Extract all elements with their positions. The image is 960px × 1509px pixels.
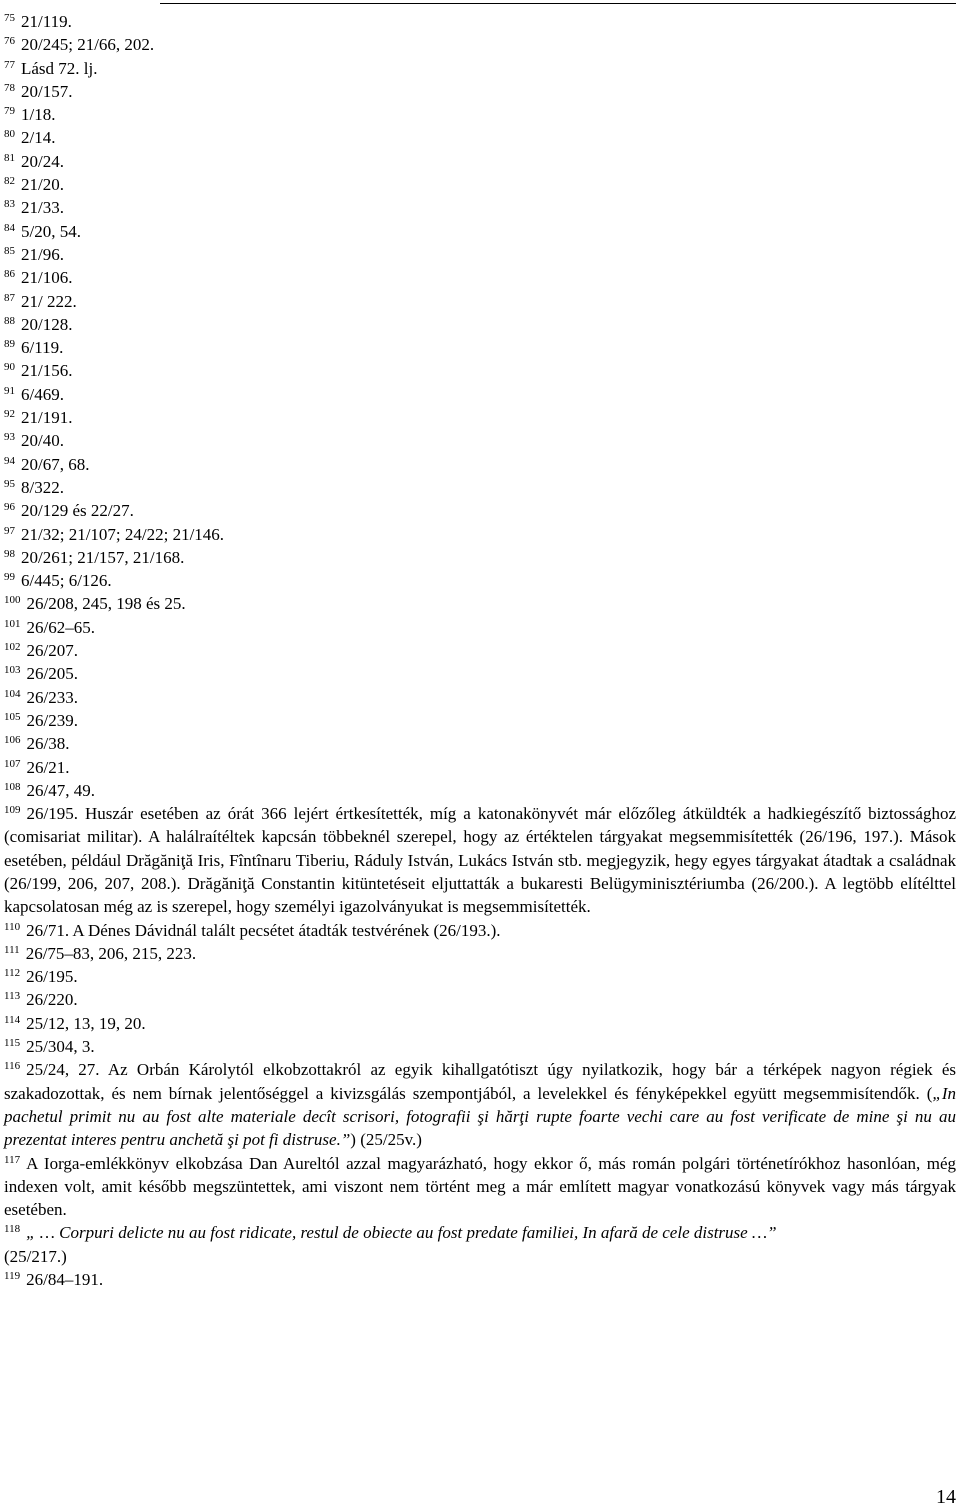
footnote-text: 21/32; 21/107; 24/22; 21/146. <box>21 524 225 544</box>
footnote-text: 6/445; 6/126. <box>21 571 112 591</box>
footnote-77 <box>4 57 956 80</box>
footnote-text: 6/469. <box>21 384 64 404</box>
footnote-115 <box>4 1035 956 1058</box>
footnote-text: 25/24, 27. Az Orbán Károlytól elkobzottakról az egyik kihallgatótiszt úgy nyilatkozik, hogy bár a térképek nagyon régiek és szakadozottak, és nem bírnak jelentőséggel a kivizsgálás szempontjából, a levelekkel és fényképekkel együtt megsemmisítendők. ( <box>4 1060 956 1103</box>
footnote-text: 26/207. <box>26 641 78 661</box>
footnote-107 <box>4 756 956 779</box>
footnote-text: 20/129 és 22/27. <box>21 501 134 521</box>
footnote-92 <box>4 406 956 429</box>
footnote-98 <box>4 546 956 569</box>
footnote-number: 119 <box>4 1270 21 1283</box>
footnote-text: 21/20. <box>21 175 64 195</box>
footnote-111 <box>4 942 956 965</box>
footnote-95 <box>4 476 956 499</box>
footnote-text: 26/205. <box>26 664 78 684</box>
footnote-number: 81 <box>4 151 15 164</box>
footnote-119 <box>4 1268 956 1291</box>
footnote-109 <box>4 802 956 918</box>
footnote-separator-rule <box>160 3 956 4</box>
footnote-text: 26/62–65. <box>26 617 95 637</box>
footnote-text: 21/106. <box>21 268 73 288</box>
footnote-number: 108 <box>4 780 21 793</box>
footnote-text: 20/40. <box>21 431 64 451</box>
footnote-84 <box>4 220 956 243</box>
footnote-number: 94 <box>4 454 15 467</box>
footnote-number: 91 <box>4 384 15 397</box>
footnote-102 <box>4 639 956 662</box>
footnote-text: 20/67, 68. <box>21 454 90 474</box>
footnote-93 <box>4 429 956 452</box>
footnote-number: 92 <box>4 408 15 421</box>
footnote-text: 21/156. <box>21 361 73 381</box>
footnote-text: 26/47, 49. <box>26 780 95 800</box>
footnote-94 <box>4 453 956 476</box>
footnote-text: 21/119. <box>21 12 72 31</box>
footnote-110 <box>4 919 956 942</box>
footnote-text-after: ) (25/25v.) <box>350 1130 422 1150</box>
footnote-number: 102 <box>4 641 21 654</box>
footnote-number: 95 <box>4 477 15 490</box>
footnote-89 <box>4 336 956 359</box>
footnote-number: 105 <box>4 710 21 723</box>
footnote-number: 117 <box>4 1153 21 1166</box>
footnote-number: 84 <box>4 221 15 234</box>
footnote-86 <box>4 266 956 289</box>
footnote-quote: „ … Corpuri delicte nu au fost ridicate, restul de obiecte au fost predate familiei, In afară de cele distruse …” <box>26 1223 777 1243</box>
footnote-80 <box>4 126 956 149</box>
footnote-text: 26/75–83, 206, 215, 223. <box>25 943 197 963</box>
footnote-text: 6/119. <box>21 338 64 358</box>
footnote-90 <box>4 359 956 382</box>
footnote-100 <box>4 592 956 615</box>
footnote-text: 20/24. <box>21 151 64 171</box>
footnote-text: A Iorga-emlékkönyv elkobzása Dan Aureltól azzal magyarázható, hogy ekkor ő, más román polgári történetírókhoz hasonlóan, még indexen volt, amit később megszüntettek, ami viszont nem történt meg a már említett magyar vonatkozású könyvek vagy más tárgyak esetében. <box>4 1153 956 1220</box>
footnote-number: 75 <box>4 12 15 24</box>
footnote-number: 77 <box>4 58 15 71</box>
footnote-text: 26/84–191. <box>26 1270 104 1290</box>
footnote-96 <box>4 499 956 522</box>
footnote-text: 5/20, 54. <box>21 221 81 241</box>
footnote-number: 87 <box>4 291 15 304</box>
footnote-99 <box>4 569 956 592</box>
footnote-text: 26/233. <box>26 687 78 707</box>
footnote-97 <box>4 523 956 546</box>
footnote-text: 21/96. <box>21 244 64 264</box>
footnote-text: 26/195. <box>26 967 78 987</box>
footnote-number: 104 <box>4 687 21 700</box>
footnote-number: 99 <box>4 571 15 584</box>
footnote-108 <box>4 779 956 802</box>
footnote-text: 26/195. Huszár esetében az órát 366 lejért értkesítették, míg a katonakönyvét már előzőleg átküldték a hadkiegészítő biztossághoz (comisariat militar). A halálraítéltek kapcsán többeknél szerepel, hogy az értéktelen tárgyakat megsemmisítették (26/196, 197.). Mások esetében, például Drăgăniţă Iris, Fîntînaru Tiberiu, Ráduly István, Lukács István stb. megjegyzik, hegy egyes tárgyakat átadtak a családnak (26/199, 206, 207, 208.). Drăgăniţă Constantin kitüntetéseit eljuttatták a bukaresti Belügyminisztériumba (26/200.). A legtöbb elítélttel kapcsolatosan még az is szerepel, hogy személyi igazolványukat is megsemmisítették. <box>4 804 956 917</box>
footnote-76 <box>4 33 956 56</box>
footnote-78 <box>4 80 956 103</box>
footnote-number: 114 <box>4 1013 21 1026</box>
footnote-number: 96 <box>4 501 15 514</box>
footnote-number: 98 <box>4 547 15 560</box>
footnote-104 <box>4 686 956 709</box>
footnote-number: 106 <box>4 734 21 747</box>
footnote-text: 2/14. <box>21 128 56 148</box>
footnote-number: 118 <box>4 1223 21 1236</box>
footnote-number: 89 <box>4 338 15 351</box>
footnote-101 <box>4 616 956 639</box>
footnote-text: 25/304, 3. <box>26 1037 95 1057</box>
footnote-number: 100 <box>4 594 21 607</box>
footnote-number: 79 <box>4 105 15 118</box>
footnote-number: 110 <box>4 920 21 933</box>
footnote-number: 83 <box>4 198 15 211</box>
short-footnote-list <box>4 10 956 802</box>
footnote-number: 103 <box>4 664 21 677</box>
page-number: 14 <box>936 1486 956 1508</box>
short-footnote-list-2 <box>4 919 956 1059</box>
footnote-91 <box>4 383 956 406</box>
footnote-text: 26/220. <box>26 990 78 1010</box>
footnote-number: 109 <box>4 804 21 817</box>
footnote-number: 116 <box>4 1060 21 1073</box>
footnote-text: 21/191. <box>21 408 73 428</box>
footnote-116 <box>4 1058 956 1151</box>
footnote-88 <box>4 313 956 336</box>
footnote-text: 20/261; 21/157, 21/168. <box>21 547 185 567</box>
footnote-81 <box>4 150 956 173</box>
footnote-text: 20/245; 21/66, 202. <box>21 35 155 55</box>
footnote-number: 101 <box>4 617 21 630</box>
footnote-85 <box>4 243 956 266</box>
footnote-103 <box>4 662 956 685</box>
footnote-105 <box>4 709 956 732</box>
footnote-number: 115 <box>4 1037 21 1050</box>
footnote-text: 26/208, 245, 198 és 25. <box>26 594 186 614</box>
footnote-number: 107 <box>4 757 21 770</box>
footnote-83 <box>4 196 956 219</box>
footnote-text: Lásd 72. lj. <box>21 58 98 78</box>
footnote-number: 90 <box>4 361 15 374</box>
footnote-113 <box>4 988 956 1011</box>
footnote-text: 20/128. <box>21 314 73 334</box>
footnote-text: 1/18. <box>21 105 56 125</box>
footnote-text-after: (25/217.) <box>4 1246 67 1266</box>
footnote-number: 78 <box>4 81 15 94</box>
footnote-number: 113 <box>4 990 21 1003</box>
footnote-75 <box>4 10 956 33</box>
footnote-number: 80 <box>4 128 15 141</box>
footnote-number: 112 <box>4 967 21 980</box>
footnote-number: 86 <box>4 268 15 281</box>
footnote-text: 25/12, 13, 19, 20. <box>26 1013 146 1033</box>
footnote-text: 20/157. <box>21 81 73 101</box>
footnote-text: 21/ 222. <box>21 291 77 311</box>
footnote-number: 88 <box>4 314 15 327</box>
footnote-114 <box>4 1012 956 1035</box>
footnote-text: 26/38. <box>26 734 70 754</box>
footnote-number: 82 <box>4 175 15 188</box>
footnote-118 <box>4 1221 956 1268</box>
footnote-117 <box>4 1152 956 1222</box>
footnote-87 <box>4 290 956 313</box>
footnote-number: 97 <box>4 524 15 537</box>
footnote-text: 26/239. <box>26 710 78 730</box>
footnote-82 <box>4 173 956 196</box>
footnote-number: 76 <box>4 35 15 48</box>
footnote-text: 21/33. <box>21 198 64 218</box>
footnotes-section <box>4 10 956 1291</box>
footnote-text: 26/71. A Dénes Dávidnál talált pecsétet átadták testvérének (26/193.). <box>26 920 501 940</box>
footnote-112 <box>4 965 956 988</box>
footnote-number: 93 <box>4 431 15 444</box>
footnote-number: 111 <box>4 943 20 956</box>
footnote-79 <box>4 103 956 126</box>
footnote-quote: „In pachetul primit nu au fost alte materiale decît scrisori, fotografii şi hărţi rupte foarte vechi care au fost verificate de mine şi nu au prezentat interes pentru anchetă şi pot fi distruse.” <box>4 1083 956 1150</box>
footnote-text: 8/322. <box>21 477 64 497</box>
footnote-106 <box>4 732 956 755</box>
footnote-text: 26/21. <box>26 757 70 777</box>
footnote-number: 85 <box>4 244 15 257</box>
